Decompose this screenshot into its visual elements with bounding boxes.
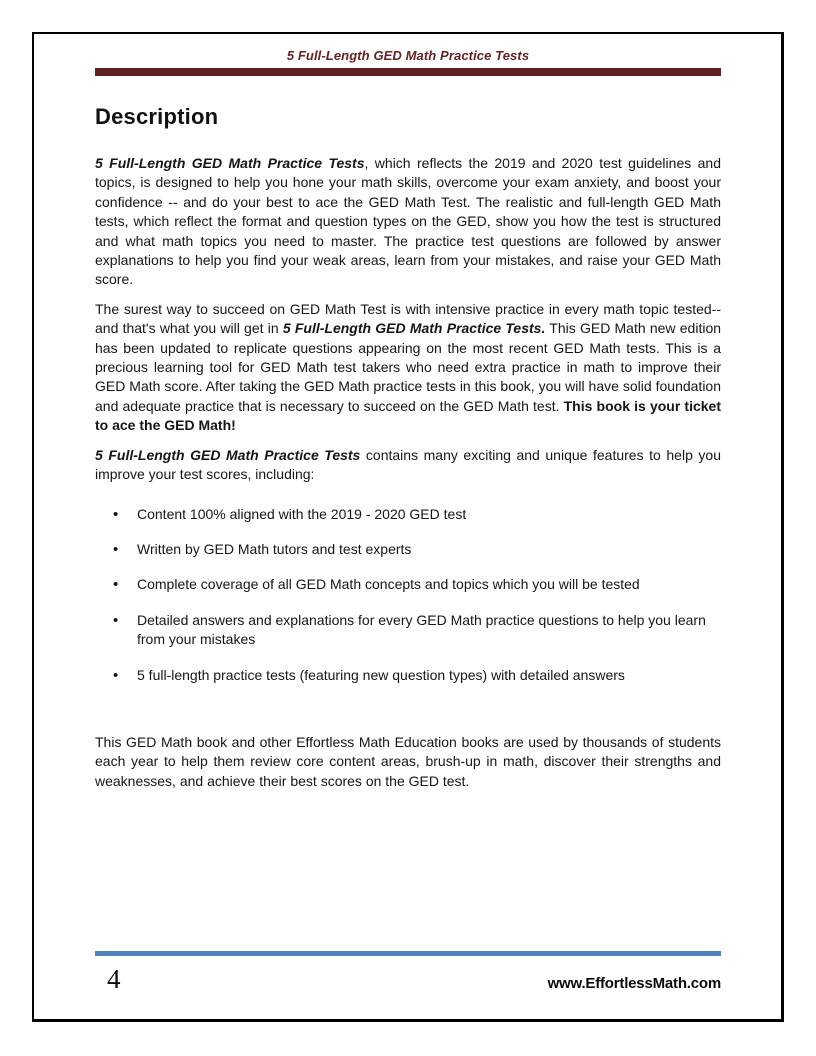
- page-footer: [95, 951, 721, 995]
- list-item: [113, 540, 721, 559]
- paragraph-2: [95, 300, 721, 436]
- bullet-icon: [113, 540, 118, 559]
- bullet-icon: [113, 505, 118, 524]
- page-border: [32, 32, 784, 1022]
- bullet-icon: [113, 575, 118, 594]
- website-url: www.EffortlessMath.com: [547, 975, 721, 992]
- footer-rule: [95, 951, 721, 956]
- paragraph-3-text: contains many exciting and unique features to help you improve your test scores, including:: [95, 446, 721, 483]
- footer-row: [95, 964, 721, 995]
- list-item: [113, 575, 721, 594]
- features-list: [95, 505, 721, 685]
- list-item-text: Detailed answers and explanations for every GED Math practice questions to help you learn from your mistakes: [137, 611, 706, 648]
- page-number: 4: [107, 964, 121, 994]
- book-title-emphasis: 5 Full-Length GED Math Practice Tests.: [282, 320, 546, 337]
- list-item: [113, 505, 721, 524]
- paragraph-1-text: , which reflects the 2019 and 2020 test guidelines and topics, is designed to help you hone your math skills, overcome your exam anxiety, and boost your confidence -- and do your best to ace the GED Math Test. The realistic and full-length GED Math tests, which reflect the format and question types on the GED, show you how the test is structured and what math topics you need to master. The practice test questions are followed by answer explanations to help you find your weak areas, learn from your mistakes, and raise your GED Math score.: [95, 155, 721, 288]
- paragraph-2-text-mid: This GED Math new edition has been updated to replicate questions appearing on the most recent GED Math tests. This is a precious learning tool for GED Math test takers who need extra practice in math to improve their GED Math score. After taking the GED Math practice tests in this book, you will have solid foundation and adequate practice that is necessary to succeed on the GED Math test.: [95, 320, 722, 414]
- bullet-icon: [113, 611, 118, 630]
- page-header-title: 5 Full-Length GED Math Practice Tests: [286, 48, 530, 63]
- bullet-icon: [113, 666, 118, 685]
- list-item-text: 5 full-length practice tests (featuring new question types) with detailed answers: [137, 666, 625, 683]
- paragraph-4: This GED Math book and other Effortless Math Education books are used by thousands of students each year to help them review core content areas, brush-up in math, discover their strengths and weaknesses, and achieve their best scores on the GED test.: [95, 733, 721, 789]
- book-title-emphasis: 5 Full-Length GED Math Practice Tests: [95, 155, 365, 171]
- list-item: [113, 611, 721, 650]
- list-item-text: Complete coverage of all GED Math concepts and topics which you will be tested: [137, 576, 640, 593]
- paragraph-2-text-pre: The surest way to succeed on GED Math Test is with intensive practice in every math topic tested-- and that's what you will get in: [95, 300, 721, 337]
- paragraph-2-bold-sentence: This book is your ticket to ace the GED Math!: [95, 397, 721, 434]
- book-title-emphasis: 5 Full-Length GED Math Practice Tests: [95, 446, 361, 463]
- header-rule: [95, 68, 721, 76]
- list-item-text: Content 100% aligned with the 2019 - 2020 GED test: [137, 505, 467, 522]
- section-heading: Description: [95, 104, 219, 129]
- paragraph-3: [95, 446, 721, 485]
- list-item: [113, 666, 721, 685]
- page-content: [34, 34, 781, 791]
- list-item-text: Written by GED Math tutors and test experts: [137, 540, 412, 557]
- paragraph-1: [95, 154, 721, 290]
